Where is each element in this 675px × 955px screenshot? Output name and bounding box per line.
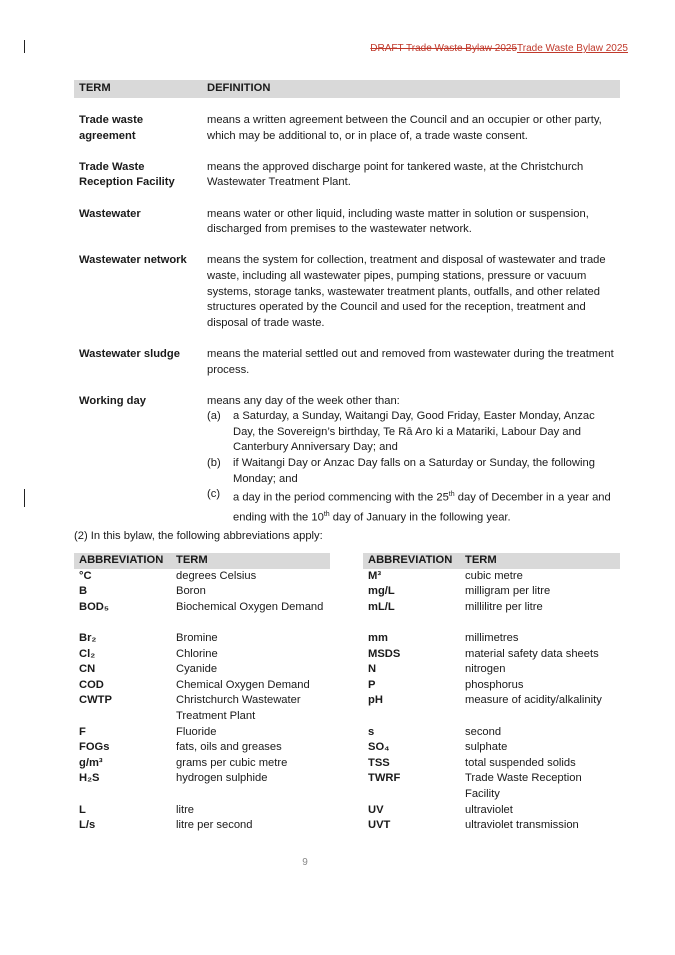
definition-cell: means a written agreement between the Council and an occupier or other party, which may be additional to, or in place of, a trade waste consent. — [207, 114, 602, 142]
col-definition-header: DEFINITION — [202, 80, 620, 98]
list-marker: (c) — [207, 488, 221, 501]
term-cell: Fluoride — [176, 725, 217, 738]
abbreviation-cell: F — [79, 725, 86, 738]
table-row — [74, 569, 330, 585]
running-header — [370, 43, 628, 54]
table-row — [74, 647, 330, 663]
abbreviation-cell: B — [79, 585, 88, 598]
abbreviation-cell: UVT — [368, 819, 391, 832]
col-term-header: TERM — [171, 553, 330, 569]
term-cell: Wastewater — [79, 207, 141, 220]
abbreviation-cell: TSS — [368, 756, 390, 769]
list-text — [233, 487, 615, 526]
term-cell: cubic metre — [465, 569, 523, 582]
text-part: day of January in the following year. — [329, 511, 511, 524]
abbreviation-cell: BOD₅ — [79, 600, 109, 613]
term-cell: sulphate — [465, 741, 508, 754]
table-row — [363, 803, 620, 819]
term-cell: Cyanide — [176, 663, 218, 676]
term-cell: hydrogen sulphide — [176, 772, 268, 785]
abbreviation-cell: P — [368, 678, 376, 691]
abbreviation-cell: mg/L — [368, 585, 395, 598]
term-cell: Chemical Oxygen Demand — [176, 678, 310, 691]
abbreviation-cell: °C — [79, 569, 92, 582]
term-cell: Boron — [176, 585, 206, 598]
table-row — [74, 584, 330, 600]
abbreviation-cell: Br₂ — [79, 631, 97, 644]
list-marker: (a) — [207, 410, 221, 423]
table-row — [74, 803, 330, 819]
abbreviation-cell: L — [79, 803, 86, 816]
header-inserted-text: Trade Waste Bylaw 2025 — [517, 43, 628, 54]
table-row — [363, 756, 620, 772]
table-row — [74, 98, 620, 160]
abbreviation-cell: mm — [368, 631, 388, 644]
definition-cell: means the material settled out and removed from wastewater during the treatment process. — [207, 347, 614, 376]
term-cell: ultraviolet transmission — [465, 819, 579, 832]
table-row — [363, 693, 620, 724]
table-row — [363, 631, 620, 647]
term-cell: Chlorine — [176, 647, 218, 660]
term-cell: litre — [176, 803, 195, 816]
col-abbreviation-header: ABBREVIATION — [363, 553, 460, 569]
term-cell: second — [465, 725, 502, 738]
table-row — [74, 160, 620, 207]
col-term-header: TERM — [460, 553, 620, 569]
table-row — [363, 647, 620, 663]
abbreviation-cell: UV — [368, 803, 384, 816]
table-row — [74, 771, 330, 802]
table-row — [74, 207, 620, 254]
term-cell: Trade Waste Reception Facility — [465, 772, 582, 800]
term-cell: Trade Waste Reception Facility — [79, 160, 175, 189]
term-cell: Christchurch Wastewater Treatment Plant — [176, 694, 301, 722]
table-row — [74, 662, 330, 678]
table-row — [363, 678, 620, 694]
term-cell: millimetres — [465, 631, 519, 644]
table-row — [74, 693, 330, 724]
term-cell: millilitre per litre — [465, 600, 543, 613]
table-row — [363, 600, 620, 631]
header-deleted-text: DRAFT Trade Waste Bylaw 2025 — [370, 43, 518, 54]
table-row — [74, 678, 330, 694]
superscript: th — [323, 510, 330, 518]
definition-cell: means the system for collection, treatment and disposal of wastewater and trade waste, including all wastewater pipes, pumping stations, pressure or vacuum systems, storage tanks, wastewater treatment plants, outfalls, and other related structures operated by the Council and used for the reception, treatment and disposal of trade waste. — [207, 254, 606, 329]
term-cell: fats, oils and greases — [176, 741, 282, 754]
term-cell: material safety data sheets — [465, 647, 599, 660]
term-cell: nitrogen — [465, 663, 506, 676]
abbreviation-table-right — [363, 553, 620, 834]
list-item — [207, 487, 615, 526]
table-row — [74, 740, 330, 756]
table-row — [74, 725, 330, 741]
table-row — [363, 740, 620, 756]
abbreviation-cell: M³ — [368, 569, 382, 582]
term-cell: Biochemical Oxygen Demand — [176, 600, 324, 613]
table-row — [74, 253, 620, 347]
table-row — [74, 600, 330, 631]
abbreviation-cell: FOGs — [79, 741, 110, 754]
term-cell: litre per second — [176, 819, 253, 832]
working-day-intro: means any day of the week other than: — [207, 394, 400, 407]
table-row — [363, 584, 620, 600]
list-item — [207, 409, 615, 456]
table-row — [363, 569, 620, 585]
abbreviation-cell: MSDS — [368, 647, 401, 660]
page-number: 9 — [302, 857, 308, 868]
abbreviation-cell: g/m³ — [79, 756, 103, 769]
term-cell: grams per cubic metre — [176, 756, 288, 769]
text-part: day of December in a year and ending with the 10 — [233, 491, 611, 524]
table-row — [363, 725, 620, 741]
term-cell: measure of acidity/alkalinity — [465, 694, 602, 707]
abbreviation-intro: (2) In this bylaw, the following abbreviations apply: — [74, 530, 323, 542]
superscript: th — [448, 491, 455, 499]
abbreviation-cell: COD — [79, 678, 104, 691]
definitions-table — [74, 80, 620, 526]
term-cell: degrees Celsius — [176, 569, 257, 582]
table-row — [74, 818, 330, 834]
list-item — [207, 456, 615, 487]
table-row — [74, 394, 620, 526]
col-abbreviation-header: ABBREVIATION — [74, 553, 171, 569]
list-text: a Saturday, a Sunday, Waitangi Day, Good Friday, Easter Monday, Anzac Day, the Sovereign’s birthday, Te Rā Aro ki a Matariki, Labour Day and Canterbury Anniversary Day; and — [233, 410, 595, 454]
change-bar-mid — [24, 489, 25, 507]
definition-cell: means water or other liquid, including waste matter in solution or suspension, discharged from premises to the wastewater network. — [207, 207, 589, 236]
abbreviation-cell: s — [368, 725, 375, 738]
term-cell: Working day — [79, 394, 146, 407]
table-row — [74, 631, 330, 647]
abbreviation-cell: Cl₂ — [79, 647, 96, 660]
list-marker: (b) — [207, 457, 221, 470]
table-row — [363, 662, 620, 678]
term-cell: phosphorus — [465, 678, 524, 691]
list-text: if Waitangi Day or Anzac Day falls on a Saturday or Sunday, the following Monday; and — [233, 457, 595, 485]
abbreviation-cell: H₂S — [79, 772, 100, 785]
text-part: a day in the period commencing with the 25 — [233, 491, 449, 504]
abbreviation-cell: CN — [79, 663, 96, 676]
change-bar-top — [24, 40, 25, 53]
col-term-header: TERM — [74, 80, 202, 98]
abbreviation-cell: L/s — [79, 819, 96, 832]
abbreviation-cell: mL/L — [368, 600, 395, 613]
abbreviation-cell: CWTP — [79, 694, 112, 707]
term-cell: Trade waste agreement — [79, 114, 144, 142]
term-cell: total suspended solids — [465, 756, 576, 769]
abbreviation-cell: SO₄ — [368, 741, 390, 754]
term-cell: Wastewater sludge — [79, 347, 180, 360]
table-row — [363, 771, 620, 802]
definition-cell — [202, 394, 620, 526]
term-cell: Wastewater network — [79, 254, 187, 267]
table-row — [74, 347, 620, 394]
table-row — [74, 756, 330, 772]
abbreviation-cell: TWRF — [368, 772, 401, 785]
term-cell: ultraviolet — [465, 803, 513, 816]
abbreviation-cell: pH — [368, 694, 383, 707]
table-row — [363, 818, 620, 834]
definition-cell: means the approved discharge point for tankered waste, at the Christchurch Wastewater Treatment Plant. — [207, 160, 584, 189]
abbreviation-cell: N — [368, 663, 377, 676]
term-cell: Bromine — [176, 631, 218, 644]
term-cell: milligram per litre — [465, 585, 551, 598]
abbreviation-table-left — [74, 553, 330, 834]
